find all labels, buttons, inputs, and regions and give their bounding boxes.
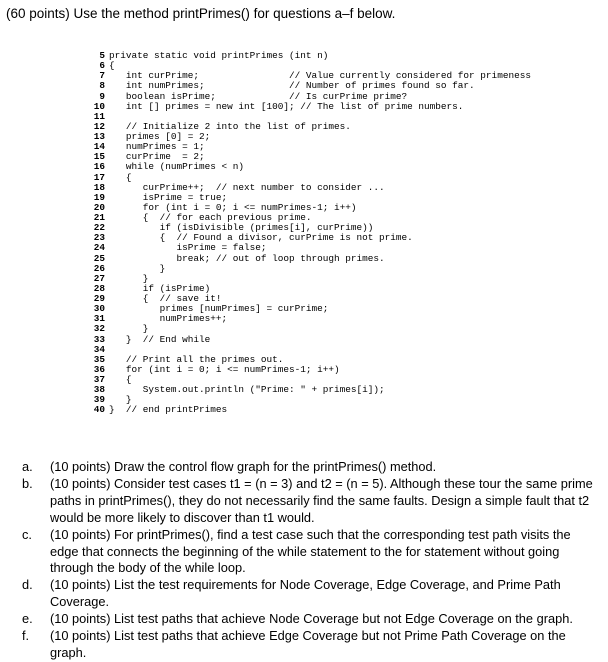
line-number: 11 [93, 110, 105, 122]
line-number: 36 [93, 363, 105, 375]
question-item [22, 628, 602, 662]
code-text: } [109, 272, 149, 284]
code-text: curPrime++; // next number to consider ... [109, 181, 385, 193]
code-listing [88, 51, 531, 416]
code-text: { [109, 374, 132, 385]
line-number: 37 [93, 374, 105, 385]
code-text: int curPrime; // Value currently considered for primeness [109, 70, 531, 82]
question-text: (10 points) List the test requirements for Node Coverage, Edge Coverage, and Prime Path Coverage. [50, 577, 561, 610]
question-letter: f. [22, 628, 30, 644]
code-text: } // end printPrimes [109, 404, 228, 416]
code-line [88, 162, 531, 172]
line-number: 5 [99, 50, 105, 61]
line-number: 32 [93, 323, 105, 335]
question-text: (10 points) List test paths that achieve Edge Coverage but not Prime Path Coverage on the graph. [50, 628, 566, 660]
problem-header: (60 points) Use the method printPrimes() for questions a–f below. [6, 6, 396, 21]
code-text: System.out.println ("Prime: " + primes[i]); [109, 384, 385, 396]
question-item [22, 459, 602, 476]
code-line [88, 243, 531, 253]
line-number: 29 [93, 293, 105, 304]
code-text: // Initialize 2 into the list of primes. [109, 120, 351, 132]
code-line [88, 314, 531, 324]
code-line [88, 365, 531, 375]
line-number: 23 [93, 232, 105, 244]
code-text: if (isPrime) [109, 282, 211, 294]
code-text: } [109, 394, 132, 406]
code-text: numPrimes = 1; [109, 141, 205, 153]
line-number: 39 [93, 394, 105, 406]
line-number: 20 [93, 201, 105, 213]
code-text: { // Found a divisor, curPrime is not prime. [109, 232, 413, 244]
line-number: 31 [93, 313, 105, 325]
line-number: 30 [93, 303, 105, 315]
line-number: 10 [93, 100, 105, 112]
code-text: if (isDivisible (primes[i], curPrime)) [109, 222, 374, 234]
code-text: while (numPrimes < n) [109, 161, 245, 173]
question-item [22, 527, 602, 578]
line-number: 22 [93, 222, 105, 234]
code-text: primes [0] = 2; [109, 131, 211, 142]
code-text: isPrime = true; [109, 191, 228, 203]
code-text: primes [numPrimes] = curPrime; [109, 303, 329, 315]
question-letter: e. [22, 611, 33, 627]
code-line [88, 264, 531, 274]
question-letter: c. [22, 526, 32, 542]
line-number: 24 [93, 242, 105, 254]
line-number: 38 [93, 384, 105, 396]
code-line [88, 405, 531, 415]
question-item [22, 611, 602, 628]
question-text: (10 points) Draw the control flow graph for the printPrimes() method. [50, 459, 437, 474]
line-number: 40 [93, 404, 105, 416]
code-text: { [109, 171, 132, 183]
line-number: 25 [93, 252, 105, 264]
code-text: numPrimes++; [109, 313, 228, 325]
line-number: 26 [93, 262, 105, 274]
line-number: 6 [99, 60, 105, 72]
line-number: 9 [99, 90, 105, 102]
question-letter: d. [22, 577, 33, 593]
code-text: isPrime = false; [109, 242, 267, 254]
line-number: 34 [93, 343, 105, 355]
question-text: (10 points) For printPrimes(), find a test case such that the corresponding test path visits the edge that connects the beginning of the while statement to the for statement without going through the body of the while loop. [50, 526, 571, 576]
line-number: 21 [93, 212, 105, 223]
question-text: (10 points) Consider test cases t1 = (n = 3) and t2 = (n = 5). Although these tour the same prime paths in printPrimes(), they do not necessarily find the same faults. Design a simple fault that t2 would be more likely to discover than t1 would. [50, 475, 593, 525]
code-text: { // save it! [109, 293, 222, 304]
code-text: for (int i = 0; i <= numPrimes-1; i++) [109, 201, 357, 213]
code-text: } [109, 323, 149, 335]
line-number: 28 [93, 282, 105, 294]
code-line [88, 102, 531, 112]
line-number: 15 [93, 151, 105, 163]
line-number: 16 [93, 161, 105, 173]
line-number: 19 [93, 191, 105, 203]
code-text: private static void printPrimes (int n) [109, 50, 329, 61]
question-item [22, 577, 602, 611]
line-number: 35 [93, 353, 105, 365]
question-text: (10 points) List test paths that achieve Node Coverage but not Edge Coverage on the graph. [50, 611, 573, 627]
code-line [88, 81, 531, 91]
line-number: 14 [93, 141, 105, 153]
code-text: // Print all the primes out. [109, 353, 284, 365]
code-line [88, 385, 531, 395]
code-line [88, 335, 531, 345]
code-text: boolean isPrime; // Is curPrime prime? [109, 90, 408, 102]
line-number: 17 [93, 171, 105, 183]
code-text: } [109, 262, 166, 274]
code-text: { // for each previous prime. [109, 212, 312, 223]
line-number: 7 [99, 70, 105, 82]
line-number: 12 [93, 120, 105, 132]
code-text: int numPrimes; // Number of primes found so far. [109, 80, 475, 92]
code-text: break; // out of loop through primes. [109, 252, 385, 264]
code-line [88, 51, 531, 61]
code-text: curPrime = 2; [109, 151, 205, 163]
question-letter: a. [22, 459, 33, 474]
line-number: 33 [93, 333, 105, 345]
code-line [88, 324, 531, 334]
question-item [22, 476, 602, 527]
line-number: 27 [93, 272, 105, 284]
line-number: 18 [93, 181, 105, 193]
question-list [22, 459, 602, 662]
code-text: { [109, 60, 115, 72]
code-text: for (int i = 0; i <= numPrimes-1; i++) [109, 363, 340, 375]
code-text: } // End while [109, 333, 211, 345]
line-number: 13 [93, 131, 105, 142]
question-letter: b. [22, 475, 33, 491]
line-number: 8 [99, 80, 105, 92]
code-text: int [] primes = new int [100]; // The list of prime numbers. [109, 100, 464, 112]
